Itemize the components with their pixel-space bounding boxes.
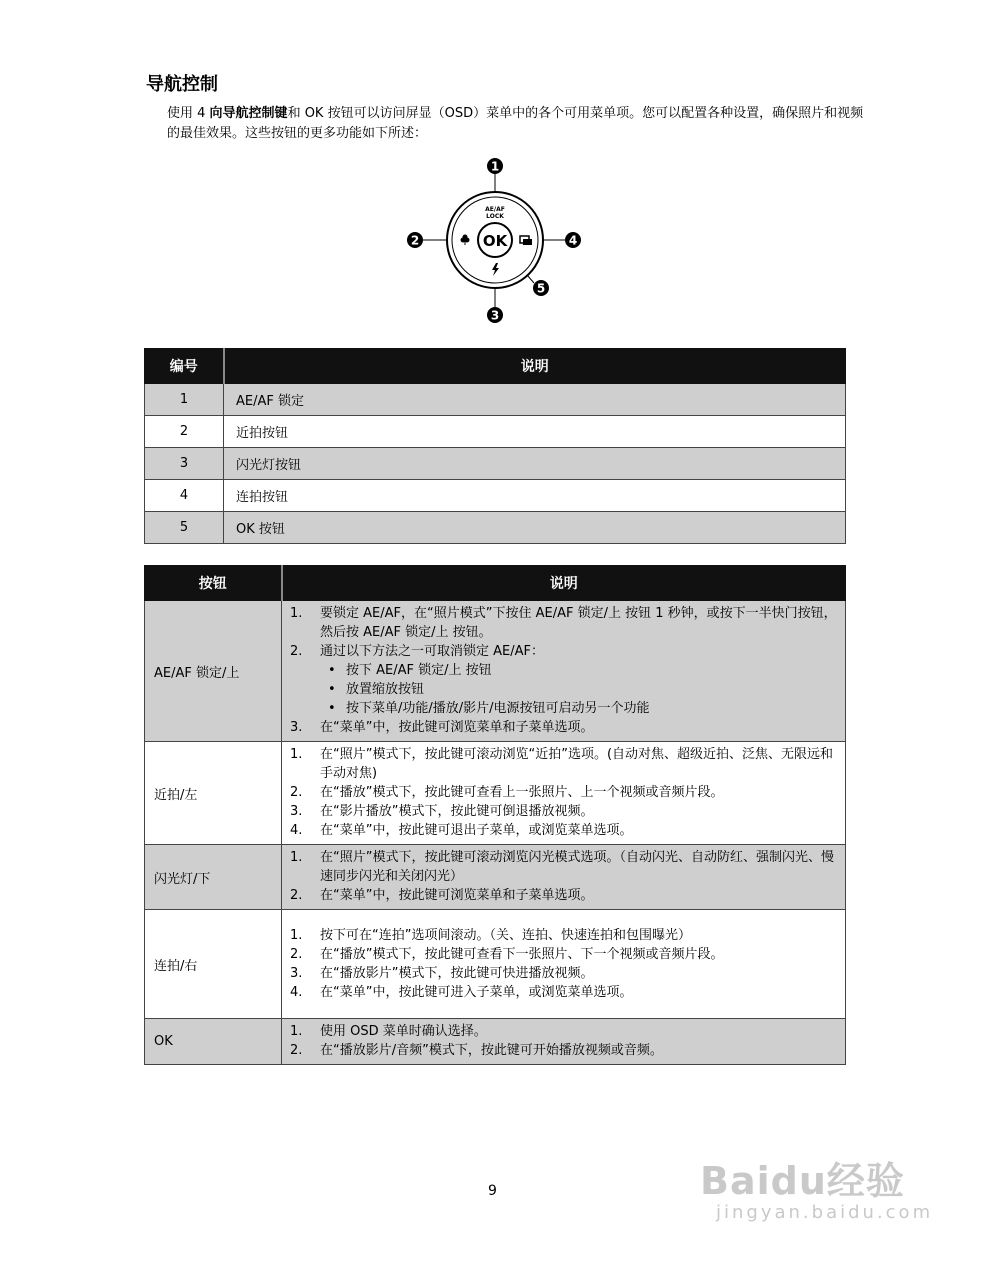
callout-2-label: 2 — [410, 233, 420, 248]
callout-4-label: 4 — [568, 233, 578, 248]
bullet-item: • 按下 AE/AF 锁定/上 按钮 — [328, 663, 492, 678]
table-row — [145, 480, 846, 512]
ok-label: OK — [482, 232, 508, 250]
lock-label: LOCK — [486, 213, 504, 220]
navigation-pad-diagram — [400, 155, 590, 325]
row-number: 1 — [145, 384, 224, 416]
table-row — [145, 384, 846, 416]
callout-1-label: 1 — [490, 159, 500, 174]
button-number-table — [144, 348, 846, 544]
page-title: 导航控制 — [146, 74, 218, 95]
callout-3 — [487, 307, 503, 323]
row-button-name: 闪光灯/下 — [145, 845, 282, 910]
table-row — [145, 910, 846, 1019]
row-button-name: 连拍/右 — [145, 910, 282, 1019]
row-number: 3 — [145, 448, 224, 480]
table-row — [145, 742, 846, 845]
table-row — [145, 601, 846, 742]
list-item: 2. 在“播放影片/音频”模式下，按此键可开始播放视频或音频。 — [290, 1043, 663, 1058]
table-row — [145, 845, 846, 910]
list-item: 4. 在“菜单”中，按此键可进入子菜单，或浏览菜单选项。 — [290, 984, 633, 1000]
table1-header-row — [145, 349, 846, 384]
table-row — [145, 512, 846, 544]
watermark-url: jingyan.baidu.com — [716, 1202, 934, 1223]
row-button-name: 近拍/左 — [145, 742, 282, 845]
row-number: 4 — [145, 480, 224, 512]
callout-4 — [565, 232, 581, 248]
button-function-table — [144, 565, 846, 1065]
row-desc: 近拍按钮 — [224, 416, 846, 448]
table-row — [145, 416, 846, 448]
table2-header-desc: 说明 — [282, 566, 846, 601]
list-item: 2. 在“播放”模式下，按此键可查看上一张照片、上一个视频或音频片段。 — [290, 785, 724, 800]
table-row — [145, 448, 846, 480]
watermark-logo: Baidu经验 — [700, 1159, 905, 1203]
list-item: 1. 在“照片”模式下，按此键可滚动浏览闪光模式选项。（自动闪光、自动防红、强制闪光、慢速同步闪光和关闭闪光） — [290, 850, 834, 884]
bullet-item: • 按下菜单/功能/播放/影片/电源按钮可启动另一个功能 — [328, 701, 650, 716]
callout-3-label: 3 — [490, 308, 500, 323]
callout-5-label: 5 — [536, 281, 546, 296]
row-number: 2 — [145, 416, 224, 448]
intro-post: 和 OK 按钮可以访问屏显（OSD）菜单中的各个可用菜单项。您可以配置各种设置，确保照片和视频的最佳效果。这些按钮的更多功能如下所述： — [167, 106, 864, 141]
row-button-name: AE/AF 锁定/上 — [145, 601, 282, 742]
table2-header-button: 按钮 — [145, 566, 282, 601]
row-desc: OK 按钮 — [224, 512, 846, 544]
aeaf-label: AE/AF — [485, 206, 505, 213]
list-item: 2. 在“菜单”中，按此键可浏览菜单和子菜单选项。 — [290, 888, 594, 903]
list-item: 3. 在“播放影片”模式下，按此键可快进播放视频。 — [290, 965, 594, 981]
list-item: 2. 通过以下方法之一可取消锁定 AE/AF： — [290, 644, 544, 659]
table1-header-desc: 说明 — [224, 349, 846, 384]
navigation-pad-svg — [400, 155, 590, 325]
table2-header-row — [145, 566, 846, 601]
table1-header-number: 编号 — [145, 349, 224, 384]
row-description — [282, 845, 846, 910]
callout-2 — [407, 232, 423, 248]
list-item: 1. 在“照片”模式下，按此键可滚动浏览“近拍”选项。(自动对焦、超级近拍、泛焦、无限远和手动对焦) — [290, 747, 834, 781]
table-row — [145, 1019, 846, 1065]
row-description — [282, 601, 846, 742]
intro-bold: 向导航控制键 — [209, 106, 288, 121]
row-desc: 闪光灯按钮 — [224, 448, 846, 480]
bullet-item: • 放置缩放按钮 — [328, 682, 425, 697]
list-item: 4. 在“菜单”中，按此键可退出子菜单，或浏览菜单选项。 — [290, 823, 633, 838]
row-desc: AE/AF 锁定 — [224, 384, 846, 416]
intro-pre: 使用 4 — [167, 106, 210, 121]
list-item: 1. 要锁定 AE/AF，在“照片模式”下按住 AE/AF 锁定/上 按钮 1 秒钟，或按下一半快门按钮，然后按 AE/AF 锁定/上 按钮。 — [290, 606, 837, 640]
list-item: 2. 在“播放”模式下，按此键可查看下一张照片、下一个视频或音频片段。 — [290, 946, 724, 962]
intro-paragraph — [167, 104, 867, 144]
row-description — [282, 910, 846, 1019]
row-description — [282, 1019, 846, 1065]
list-item: 3. 在“影片播放”模式下，按此键可倒退播放视频。 — [290, 804, 594, 819]
page-number: 9 — [488, 1183, 497, 1199]
list-item: 3. 在“菜单”中，按此键可浏览菜单和子菜单选项。 — [290, 720, 594, 735]
list-item: 1. 使用 OSD 菜单时确认选择。 — [290, 1024, 487, 1039]
row-number: 5 — [145, 512, 224, 544]
row-desc: 连拍按钮 — [224, 480, 846, 512]
callout-1 — [487, 158, 503, 174]
row-button-name: OK — [145, 1019, 282, 1065]
row-description — [282, 742, 846, 845]
list-item: 1. 按下可在“连拍”选项间滚动。（关、连拍、快速连拍和包围曝光） — [290, 927, 691, 943]
callout-5 — [533, 280, 549, 296]
